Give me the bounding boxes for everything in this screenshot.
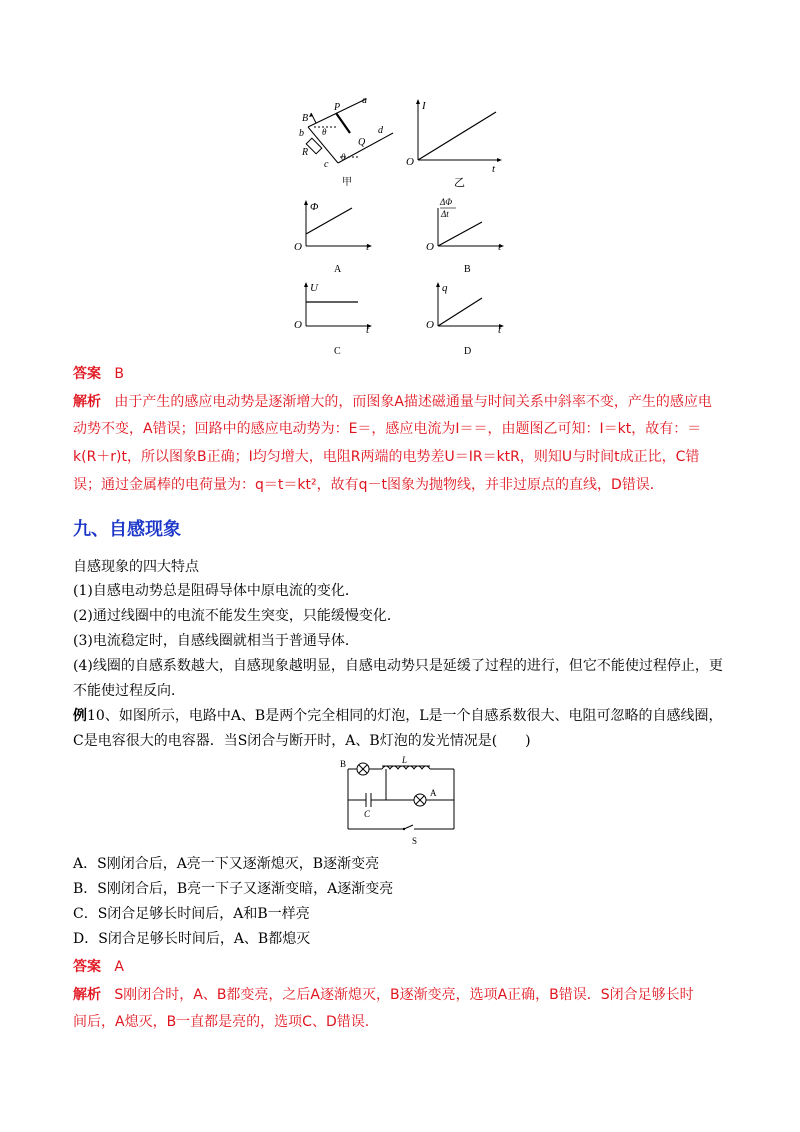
label-d: d [378,125,383,136]
axis-y-phi: Φ [310,201,319,213]
figure-yi [400,96,510,188]
figure-option-D [418,280,518,360]
axis-x-t: t [366,324,370,336]
answer-value: A [114,959,124,975]
example-line-1: 例10、如图所示，电路中A、B是两个完全相同的灯泡，L是一个自感系数很大、电阻可忽略的自感线圈， [73,708,723,724]
label-B: B [340,759,347,769]
answer-label: 答案 [73,366,101,382]
point-3: (3)电流稳定时，自感线圈就相当于普通导体． [73,633,359,649]
axis-y-U: U [310,282,318,294]
caption-jia: 甲 [342,177,352,188]
answer-label: 答案 [73,959,101,975]
option-B[interactable]: B．S刚闭合后，B亮一下子又逐渐变暗，A逐渐变亮 [73,881,394,897]
answer-line [73,365,124,383]
label-L: L [402,755,408,765]
origin: O [426,241,434,253]
label-c: c [324,159,329,170]
label-R: R [302,147,309,158]
section-title: 九、自感现象 [73,519,181,540]
analysis-line-2: 动势不变，A错误；回路中的感应电动势为：E＝，感应电流为I＝＝，由题图乙可知：I＝kt，故有：＝ [73,421,702,437]
axis-x-t: t [492,163,496,175]
axis-y-dt: Δt [441,209,449,219]
analysis-label: 解析 [73,987,101,1003]
analysis-line-4: 误；通过金属棒的电荷量为：q＝t＝kt²，故有q－t图象为抛物线，并非过原点的直线，D错误． [73,477,664,493]
caption-B: B [464,264,471,275]
point-4-cont: 不能使过程反向． [73,683,185,699]
origin: O [426,319,434,331]
intro-heading: 自感现象的四大特点 [73,559,199,575]
circuit-diagram [330,755,470,850]
figure-option-A [290,196,390,278]
label-B: B [302,113,309,124]
label-P: P [334,102,341,113]
analysis-line-3: k(R＋r)t，所以图象B正确；I均匀增大，电阻R两端的电势差U＝IR＝ktR，则知U与时间t成正比，C错 [73,449,700,465]
axis-y-I: I [422,100,426,112]
axis-x-t: t [366,241,370,253]
label-a: a [362,95,367,106]
label-Q: Q [358,137,366,148]
label-theta1: θ [322,127,327,137]
axis-x-t: t [498,241,502,253]
example-label: 例 [73,708,87,724]
analysis-line-1: 解析 由于产生的感应电动势是逐渐增大的，而图象A描述磁通量与时间关系中斜率不变，产生的感应电 [73,394,712,410]
answer-value: B [114,366,124,382]
caption-C: C [334,346,341,357]
caption-yi: 乙 [454,177,465,188]
analysis2-line-1: 解析 S刚闭合时，A、B都变亮，之后A逐渐熄灭，B逐渐变亮，选项A正确，B错误．S闭合足够长时 [73,987,694,1003]
axis-y-q: q [442,282,448,294]
label-theta2: θ [341,152,346,162]
figure-jia [298,95,398,190]
label-C: C [364,809,371,819]
example-line-2: C是电容很大的电容器．当S闭合与断开时，A、B灯泡的发光情况是( ) [73,733,531,749]
caption-D: D [464,346,472,357]
label-S: S [412,836,418,846]
option-D[interactable]: D．S闭合足够长时间后，A、B都熄灭 [73,931,311,947]
axis-y-dphi: ΔΦ [440,197,453,207]
point-1: (1)自感电动势总是阻碍导体中原电流的变化． [73,583,359,599]
option-C[interactable]: C．S闭合足够长时间后，A和B一样亮 [73,906,310,922]
caption-A: A [334,264,342,275]
figure-option-B [418,196,518,278]
point-4: (4)线圈的自感系数越大，自感现象越明显，自感电动势只是延缓了过程的进行，但它不能使过程停止，更 [73,658,723,674]
analysis-label: 解析 [73,394,101,410]
origin: O [294,319,302,331]
answer-line-2 [73,958,124,976]
figure-option-C [290,280,390,360]
axis-x-t: t [498,324,502,336]
point-2: (2)通过线圈中的电流不能发生突变，只能缓慢变化． [73,608,401,624]
label-A: A [430,788,437,798]
option-A[interactable]: A．S刚闭合后，A亮一下又逐渐熄灭，B逐渐变亮 [73,856,380,872]
origin: O [406,156,414,168]
label-b: b [299,128,304,139]
origin: O [294,241,302,253]
analysis2-line-2: 间后，A熄灭，B一直都是亮的，选项C、D错误. [73,1014,370,1030]
